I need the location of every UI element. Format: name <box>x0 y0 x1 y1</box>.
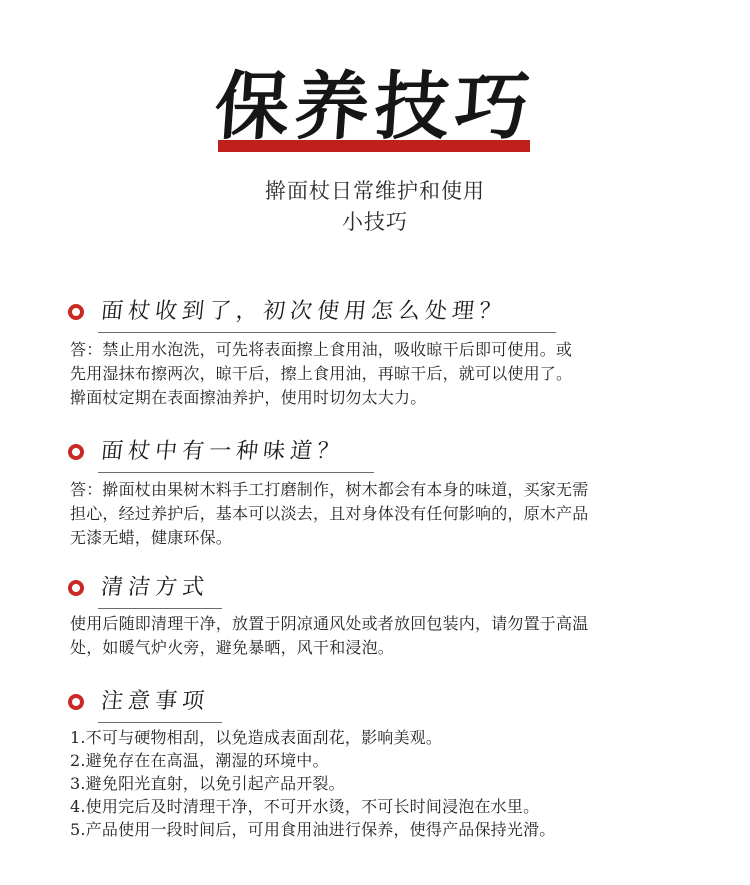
section-body <box>70 612 682 660</box>
page-title: 保养技巧 <box>211 64 539 150</box>
section-title: 清洁方式 <box>99 575 211 600</box>
list-item: 4.使用完后及时清理干净，不可开水烫，不可长时间浸泡在水里。 <box>70 797 540 816</box>
section-underline <box>98 608 222 609</box>
section-body <box>70 478 682 550</box>
body-line: 擀面杖定期在表面擦油养护，使用时切勿太大力。 <box>70 388 427 407</box>
circle-bullet-icon <box>68 694 84 710</box>
body-line: 处，如暖气炉火旁，避免暴晒，风干和浸泡。 <box>70 638 395 657</box>
section-body <box>70 726 682 841</box>
body-line: 使用后随即清理干净，放置于阴凉通风处或者放回包装内，请勿置于高温 <box>70 614 589 633</box>
section-underline <box>98 472 374 473</box>
list-item: 1.不可与硬物相刮，以免造成表面刮花，影响美观。 <box>70 728 443 747</box>
section-title: 面杖收到了，初次使用怎么处理？ <box>99 299 508 324</box>
section-body <box>70 338 682 410</box>
body-line: 先用湿抹布擦两次，晾干后，擦上食用油，再晾干后，就可以使用了。 <box>70 364 573 383</box>
section-underline <box>98 332 556 333</box>
body-line: 答：禁止用水泡洗，可先将表面擦上食用油，吸收晾干后即可使用。或 <box>70 340 573 359</box>
circle-bullet-icon <box>68 444 84 460</box>
section-title: 面杖中有一种味道？ <box>99 439 346 464</box>
subtitle-line-2: 小技巧 <box>342 210 408 234</box>
circle-bullet-icon <box>68 304 84 320</box>
body-line: 担心，经过养护后，基本可以淡去，且对身体没有任何影响的，原木产品 <box>70 504 589 523</box>
body-line: 答：擀面杖由果树木料手工打磨制作，树木都会有本身的味道，买家无需 <box>70 480 589 499</box>
list-item: 5.产品使用一段时间后，可用食用油进行保养，使得产品保持光滑。 <box>70 820 556 839</box>
section-title: 注意事项 <box>99 689 211 714</box>
page-header <box>0 62 750 158</box>
circle-bullet-icon <box>68 580 84 596</box>
body-line: 无漆无蜡，健康环保。 <box>70 528 233 547</box>
list-item: 3.避免阳光直射，以免引起产品开裂。 <box>70 774 345 793</box>
list-item: 2.避免存在在高温，潮湿的环境中。 <box>70 751 329 770</box>
section-underline <box>98 722 222 723</box>
subtitle-line-1: 擀面杖日常维护和使用 <box>265 179 485 203</box>
